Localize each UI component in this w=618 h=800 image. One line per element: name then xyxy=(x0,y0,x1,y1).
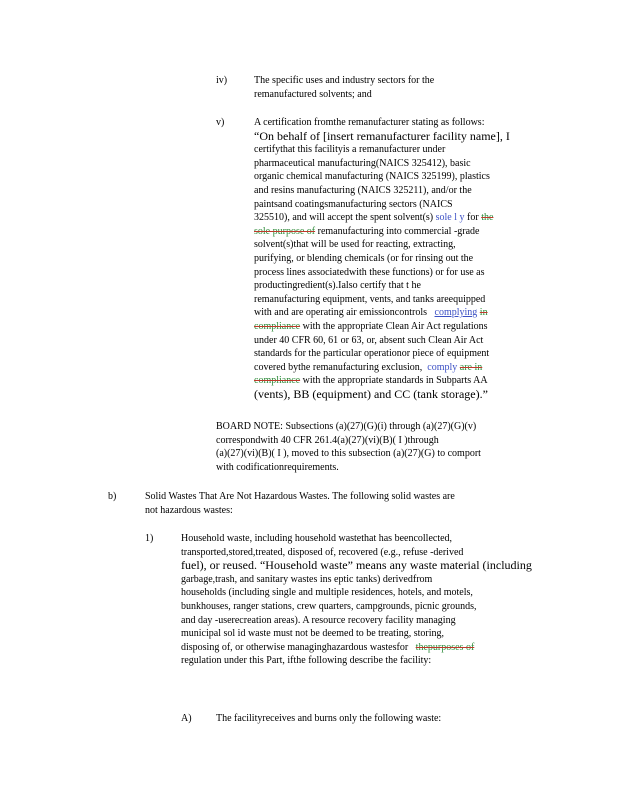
text-line: households (including single and multiple residences, hotels, and motels, xyxy=(181,587,473,599)
section-b-text xyxy=(145,490,528,517)
text-line xyxy=(254,361,528,375)
text-run: remanufacturing into commercial -grade xyxy=(317,225,480,237)
item-marker-A: A) xyxy=(181,713,192,724)
text-line: The specific uses and industry sectors for the xyxy=(254,75,435,86)
text-line xyxy=(254,306,528,320)
deleted-text: the xyxy=(481,212,494,224)
text-line: Solid Wastes That Are Not Hazardous Wastes. The following solid wastes are xyxy=(145,491,455,502)
text-line: Household waste, including household wastethat has beencollected, xyxy=(181,533,453,544)
deleted-text: compliance xyxy=(254,320,301,332)
deleted-text: thepurposes of xyxy=(415,641,475,653)
text-run: for xyxy=(467,212,479,224)
text-line: A certification fromthe remanufacturer stating as follows: xyxy=(254,117,485,128)
item-iv-text xyxy=(254,74,468,101)
text-line: standards for the particular operationor piece of equipment xyxy=(254,348,490,360)
text-line xyxy=(254,211,528,225)
text-line: productingredient(s).Ialso certify that t he xyxy=(254,280,421,292)
text-run: with and are operating air emissioncontrols xyxy=(254,307,428,319)
text-line-definition: fuel), or reused. “Household waste” means any waste material (including xyxy=(181,558,532,573)
text-line: and resins manufacturing (NAICS 325211), and/or the xyxy=(254,184,472,196)
text-line: remanufacturing equipment, vents, and tanks areequipped xyxy=(254,293,486,305)
text-line: certifythat this facilityis a remanufacturer under xyxy=(254,144,446,156)
item-v-text xyxy=(254,116,528,401)
text-line xyxy=(181,641,528,655)
text-line: garbage,trash, and sanitary wastes ins eptic tanks) derivedfrom xyxy=(181,573,433,585)
text-line xyxy=(254,374,528,388)
text-line: transported,stored,treated, disposed of, recovered (e.g., refuse -derived xyxy=(181,546,464,558)
deleted-text: compliance xyxy=(254,375,301,387)
text-line: municipal sol id waste must not be deemed to be treating, storing, xyxy=(181,628,445,640)
deleted-text: in xyxy=(479,307,488,319)
text-line: paintsand coatingsmanufacturing sectors (NAICS xyxy=(254,198,453,210)
section-marker-b: b) xyxy=(108,491,117,502)
item-marker-v: v) xyxy=(216,117,225,128)
text-run: 325510), and will accept the spent solvent(s) xyxy=(254,212,434,224)
deleted-text: are in xyxy=(459,361,483,373)
text-line: regulation under this Part, ifthe following describe the facility: xyxy=(181,655,432,667)
text-run: covered bythe remanufacturing exclusion, xyxy=(254,361,423,373)
text-line: not hazardous wastes: xyxy=(145,504,233,516)
text-line: bunkhouses, ranger stations, crew quarters, campgrounds, picnic grounds, xyxy=(181,600,477,612)
text-line: (a)(27)(vi)(B)( I ), moved to this subsection (a)(27)(G) to comport xyxy=(216,448,481,460)
text-line: remanufactured solvents; and xyxy=(254,88,372,100)
inserted-text: complying xyxy=(434,307,478,319)
inserted-text: comply xyxy=(427,361,458,373)
item-A-text xyxy=(216,712,528,726)
item-marker-1: 1) xyxy=(145,533,154,544)
text-run: with the appropriate Clean Air Act regulations xyxy=(302,320,488,332)
inserted-text: sole l y xyxy=(435,212,465,224)
text-run: with the appropriate standards in Subparts AA xyxy=(302,375,488,387)
text-line: BOARD NOTE: Subsections (a)(27)(G)(i) through (a)(27)(G)(v) xyxy=(216,421,477,432)
text-line: The facilityreceives and burns only the following waste: xyxy=(216,713,442,724)
text-line: pharmaceutical manufacturing(NAICS 325412), basic xyxy=(254,157,471,169)
text-line: correspondwith 40 CFR 261.4(a)(27)(vi)(B)( I )through xyxy=(216,434,439,446)
text-line: organic chemical manufacturing (NAICS 325199), plastics xyxy=(254,171,490,183)
text-line-quote: “On behalf of [insert remanufacturer facility name], I xyxy=(254,128,510,143)
deleted-text: sole purpose of xyxy=(254,225,316,237)
text-line-quote: (vents), BB (equipment) and CC (tank storage).” xyxy=(254,386,488,401)
text-line: under 40 CFR 60, 61 or 63, or, absent such Clean Air Act xyxy=(254,334,484,346)
text-line: with codificationrequirements. xyxy=(216,461,339,473)
item-1-text xyxy=(181,532,532,668)
text-line xyxy=(254,225,528,239)
text-line: solvent(s)that will be used for reacting, extracting, xyxy=(254,239,456,251)
text-line: purifying, or blending chemicals (or for rinsing out the xyxy=(254,252,474,264)
text-line: process lines associatedwith these functions) or for use as xyxy=(254,266,485,278)
text-run: disposing of, or otherwise managinghazardous wastesfor xyxy=(181,641,409,653)
text-line: and day -userecreation areas). A resource recovery facility managing xyxy=(181,614,456,626)
item-marker-iv: iv) xyxy=(216,75,228,86)
text-line xyxy=(254,320,528,334)
board-note xyxy=(216,420,528,474)
